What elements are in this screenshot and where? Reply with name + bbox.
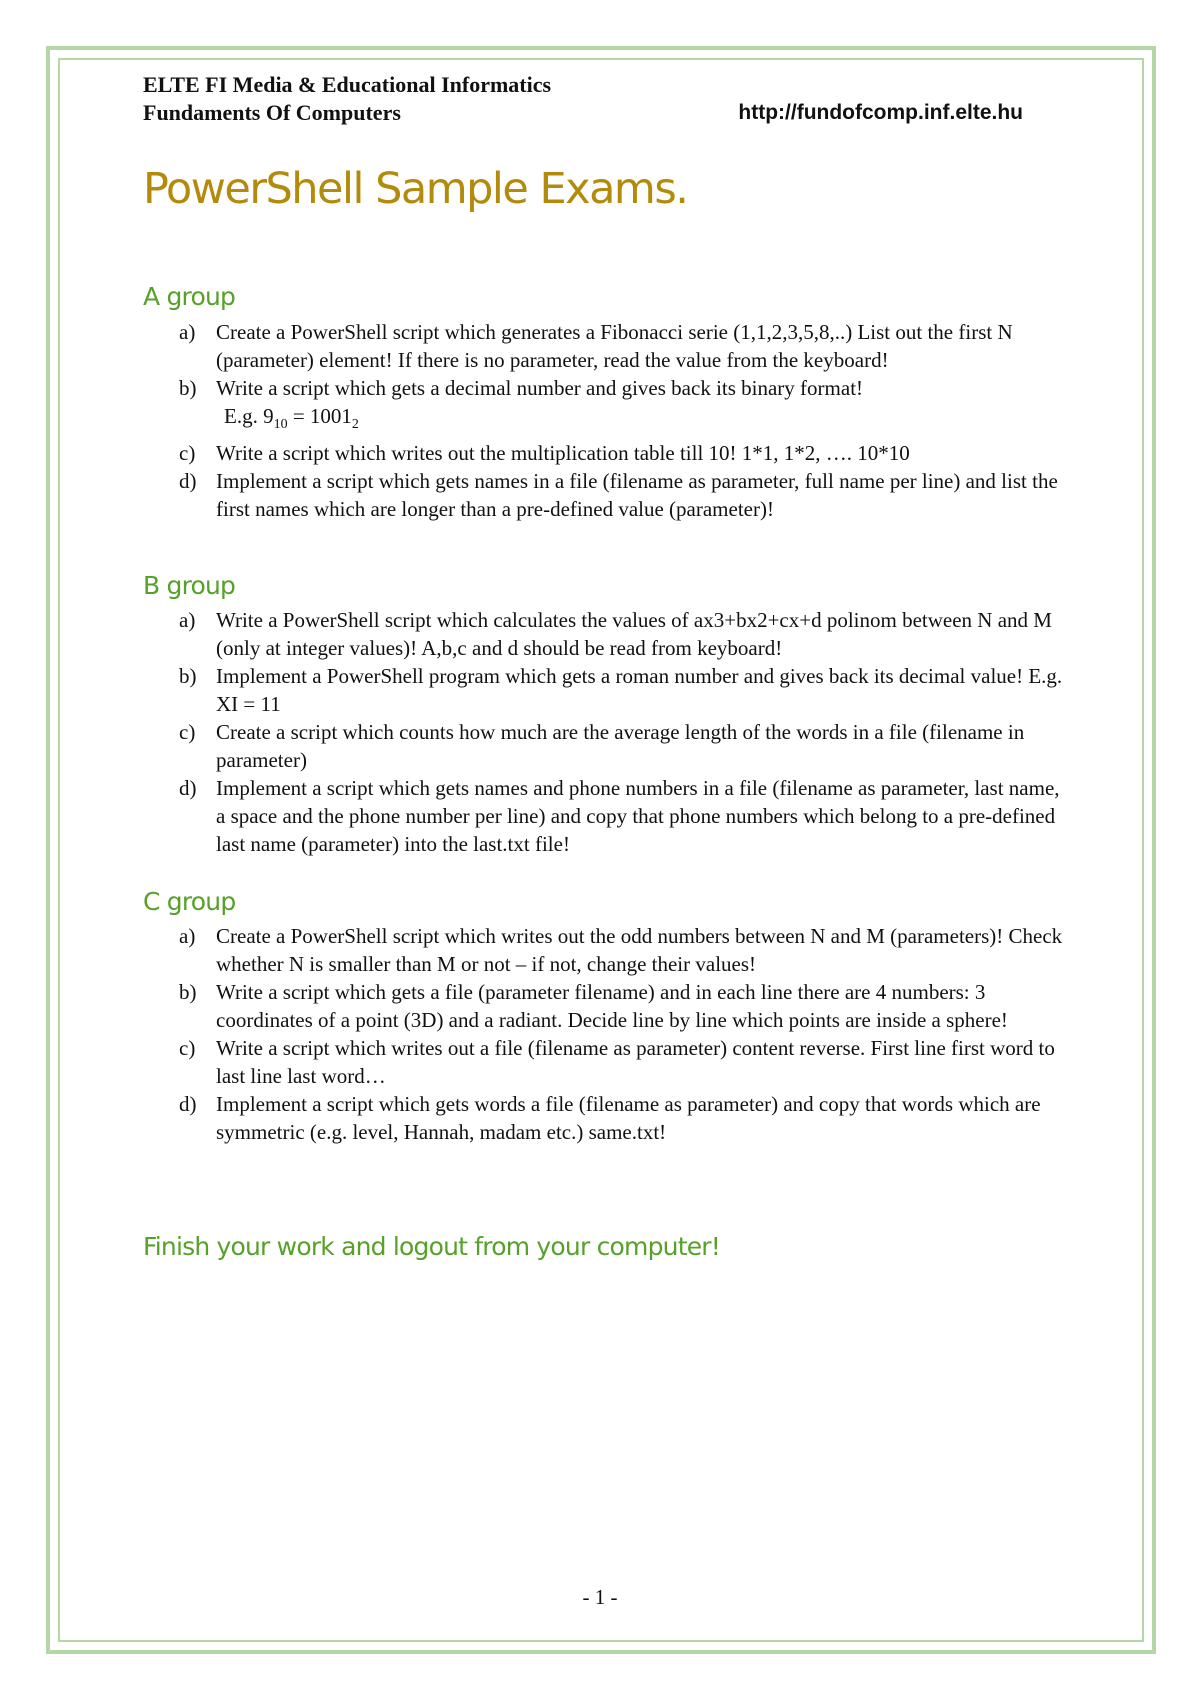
item-marker: b) [179,664,197,688]
item-text: Create a script which counts how much are the average length of the words in a file (filename in parameter) [216,720,1025,772]
list-item [143,318,1073,374]
header-course: Fundaments Of Computers [143,100,401,125]
example-subscript-base10: 10 [273,417,288,433]
list-item [143,774,1073,858]
item-text: Create a PowerShell script which writes out the odd numbers between N and M (parameters)! Check whether N is smaller than M or not – if not, change their values! [216,924,1063,976]
group-heading-a: A group [143,282,236,311]
item-text: Write a script which writes out a file (filename as parameter) content reverse. First line first word to last line last word… [216,1036,1055,1088]
list-item [143,606,1073,662]
item-marker: a) [179,924,196,948]
group-b-list [143,606,1073,858]
list-item [143,1090,1073,1146]
item-marker: a) [179,320,196,344]
group-heading-c: C group [143,887,236,916]
document-header [143,71,1023,127]
item-text: Write a script which gets a decimal number and gives back its binary format! [216,376,864,400]
finish-note: Finish your work and logout from your computer! [143,1232,720,1261]
header-course-row [143,99,1023,127]
item-marker: b) [179,980,197,1004]
page-number: - 1 - [582,1585,618,1609]
list-item [143,467,1073,523]
header-url: http://fundofcomp.inf.elte.hu [738,101,1023,124]
group-heading-b: B group [143,571,236,600]
item-marker: c) [179,720,196,744]
list-item [143,1034,1073,1090]
item-marker: b) [179,376,197,400]
list-item [143,374,1073,439]
item-text: Implement a script which gets words a file (filename as parameter) and copy that words which are symmetric (e.g. level, Hannah, madam etc.) same.txt! [216,1092,1041,1144]
example-subscript-base2: 2 [351,417,359,433]
item-text: Create a PowerShell script which generates a Fibonacci serie (1,1,2,3,5,8,..) List out the first N (parameter) element! If there is no parameter, read the value from the keyboard! [216,320,1013,372]
example-result: = 1001 [287,404,352,428]
item-text: Implement a PowerShell program which gets a roman number and gives back its decimal value! E.g. XI = 11 [216,664,1063,716]
item-marker: d) [179,1092,197,1116]
item-marker: d) [179,776,197,800]
item-text: Implement a script which gets names and phone numbers in a file (filename as parameter, last name, a space and the phone number per line) and copy that phone numbers which belong to a pre-defined last name (parameter) into the last.txt file! [216,776,1060,856]
list-item [143,662,1073,718]
item-text: Write a PowerShell script which calculates the values of ax3+bx2+cx+d polinom between N and M (only at integer values)! A,b,c and d should be read from keyboard! [216,608,1052,660]
item-marker: c) [179,441,196,466]
list-item [143,439,1073,467]
example-prefix: E.g. 9 [224,404,274,428]
item-marker: d) [179,469,197,494]
item-text: Write a script which writes out the multiplication table till 10! 1*1, 1*2, …. 10*10 [216,441,910,466]
page-title: PowerShell Sample Exams. [143,164,688,214]
group-a-list [143,318,1073,523]
item-example [216,402,1073,439]
item-text: Write a script which gets a file (parameter filename) and in each line there are 4 numbers: 3 coordinates of a point (3D) and a radiant. Decide line by line which points are inside a sphere! [216,980,1008,1032]
item-marker: a) [179,608,196,632]
item-text: Implement a script which gets names in a file (filename as parameter, full name per line) and list the first names which are longer than a pre-defined value (parameter)! [216,469,1058,522]
group-c-list [143,922,1073,1146]
list-item [143,718,1073,774]
item-marker: c) [179,1036,196,1060]
list-item [143,922,1073,978]
header-institution: ELTE FI Media & Educational Informatics [143,72,552,97]
list-item [143,978,1073,1034]
